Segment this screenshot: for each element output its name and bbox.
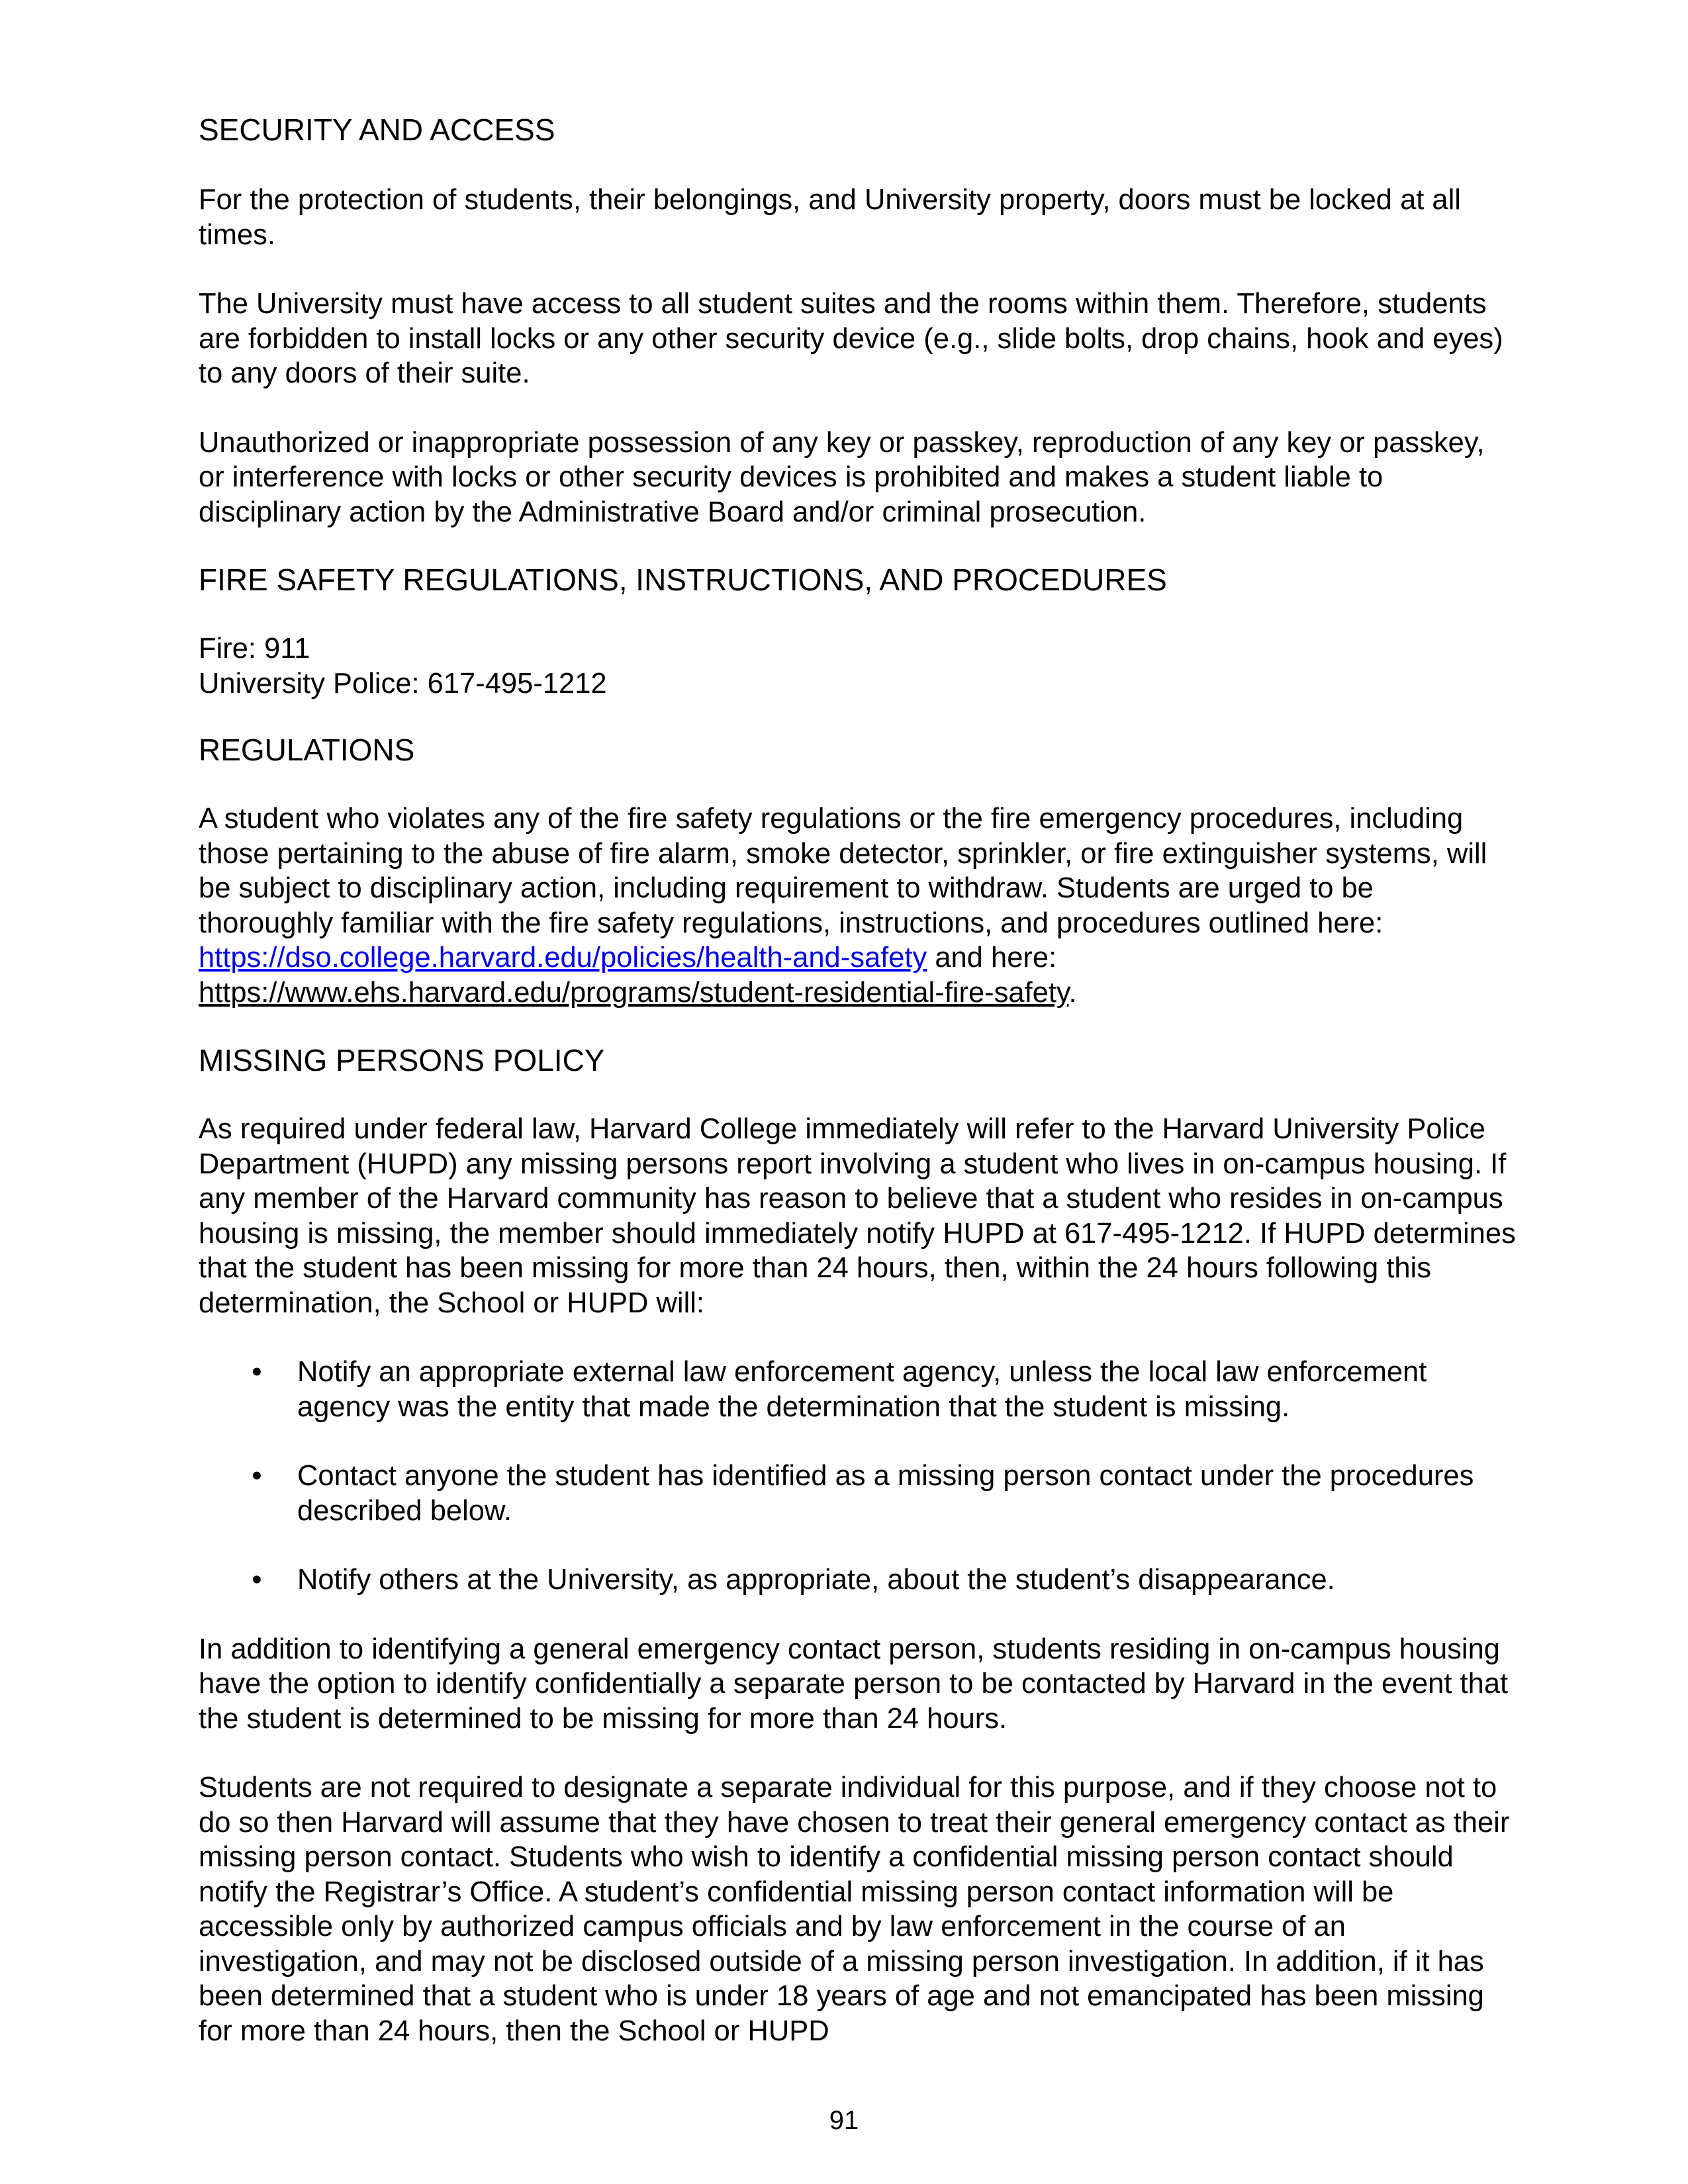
bullet-icon: • — [252, 1356, 262, 1388]
missing-persons-actions-list — [199, 1355, 1516, 1598]
missing-persons-paragraph-1: As required under federal law, Harvard College immediately will refer to the Harvard University Police Department (HUPD) any missing persons report involving a student who lives in on-campus housing. If any member of the Harvard community has reason to believe that a student who resides in on-campus housing is missing, the member should immediately notify HUPD at 617-495-1212. If HUPD determines that the student has been missing for more than 24 hours, then, within the 24 hours following this determination, the School or HUPD will: — [199, 1113, 1516, 1319]
fire-safety-link[interactable]: https://www.ehs.harvard.edu/programs/student-residential-fire-safety — [199, 976, 1069, 1009]
security-paragraph-1: For the protection of students, their belongings, and University property, doors must be locked at all times. — [199, 184, 1461, 251]
regulations-paragraph — [199, 801, 1516, 1010]
document-page — [199, 111, 1516, 2048]
police-number-line: University Police: 617-495-1212 — [199, 667, 607, 700]
fire-number-line: Fire: 911 — [199, 633, 310, 664]
list-item — [199, 1459, 1516, 1528]
health-safety-link[interactable]: https://dso.college.harvard.edu/policies/health-and-safety — [199, 942, 927, 974]
list-item — [199, 1563, 1516, 1598]
security-heading: SECURITY AND ACCESS — [199, 113, 555, 147]
regulations-end-text: . — [1068, 976, 1077, 1009]
missing-persons-heading: MISSING PERSONS POLICY — [199, 1043, 605, 1077]
regulations-between-text: and here: — [927, 942, 1057, 974]
regulations-heading: REGULATIONS — [199, 733, 415, 767]
missing-persons-paragraph-3: Students are not required to designate a separate individual for this purpose, and if they choose not to do so then Harvard will assume that they have chosen to treat their general emergency contact as their missing person contact. Students who wish to identify a confidential missing person contact should notify the Registrar’s Office. A student’s confidential missing person contact information will be accessible only by authorized campus officials and by law enforcement in the course of an investigation, and may not be disclosed outside of a missing person investigation. In addition, if it has been determined that a student who is under 18 years of age and not emancipated has been missing for more than 24 hours, then the School or HUPD — [199, 1772, 1510, 2047]
fire-safety-heading: FIRE SAFETY REGULATIONS, INSTRUCTIONS, AND PROCEDURES — [199, 563, 1167, 597]
security-paragraph-3: Unauthorized or inappropriate possession of any key or passkey, reproduction of any key or passkey, or interference with locks or other security devices is prohibited and makes a student liable to disciplinary action by the Administrative Board and/or criminal prosecution. — [199, 426, 1485, 528]
list-item-text: Contact anyone the student has identified as a missing person contact under the procedures described below. — [297, 1460, 1474, 1527]
regulations-text: A student who violates any of the fire safety regulations or the fire emergency procedures, including those pertaining to the abuse of fire alarm, smoke detector, sprinkler, or fire extinguisher systems, will be subject to disciplinary action, including requirement to withdraw. Students are urged to be thoroughly familiar with the fire safety regulations, instructions, and procedures outlined here: — [199, 803, 1487, 939]
page-number: 91 — [829, 2106, 859, 2135]
security-paragraph-2: The University must have access to all student suites and the rooms within them. Therefore, students are forbidden to install locks or any other security device (e.g., slide bolts, drop chains, hook and eyes) to any doors of their suite. — [199, 288, 1503, 389]
missing-persons-paragraph-2: In addition to identifying a general emergency contact person, students residing in on-campus housing have the option to identify confidentially a separate person to be contacted by Harvard in the event that the student is determined to be missing for more than 24 hours. — [199, 1633, 1509, 1735]
list-item-text: Notify an appropriate external law enforcement agency, unless the local law enforcement agency was the entity that made the determination that the student is missing. — [297, 1356, 1427, 1423]
bullet-icon: • — [252, 1564, 262, 1596]
bullet-icon: • — [252, 1460, 262, 1492]
list-item — [199, 1355, 1516, 1424]
list-item-text: Notify others at the University, as appropriate, about the student’s disappearance. — [297, 1564, 1335, 1596]
